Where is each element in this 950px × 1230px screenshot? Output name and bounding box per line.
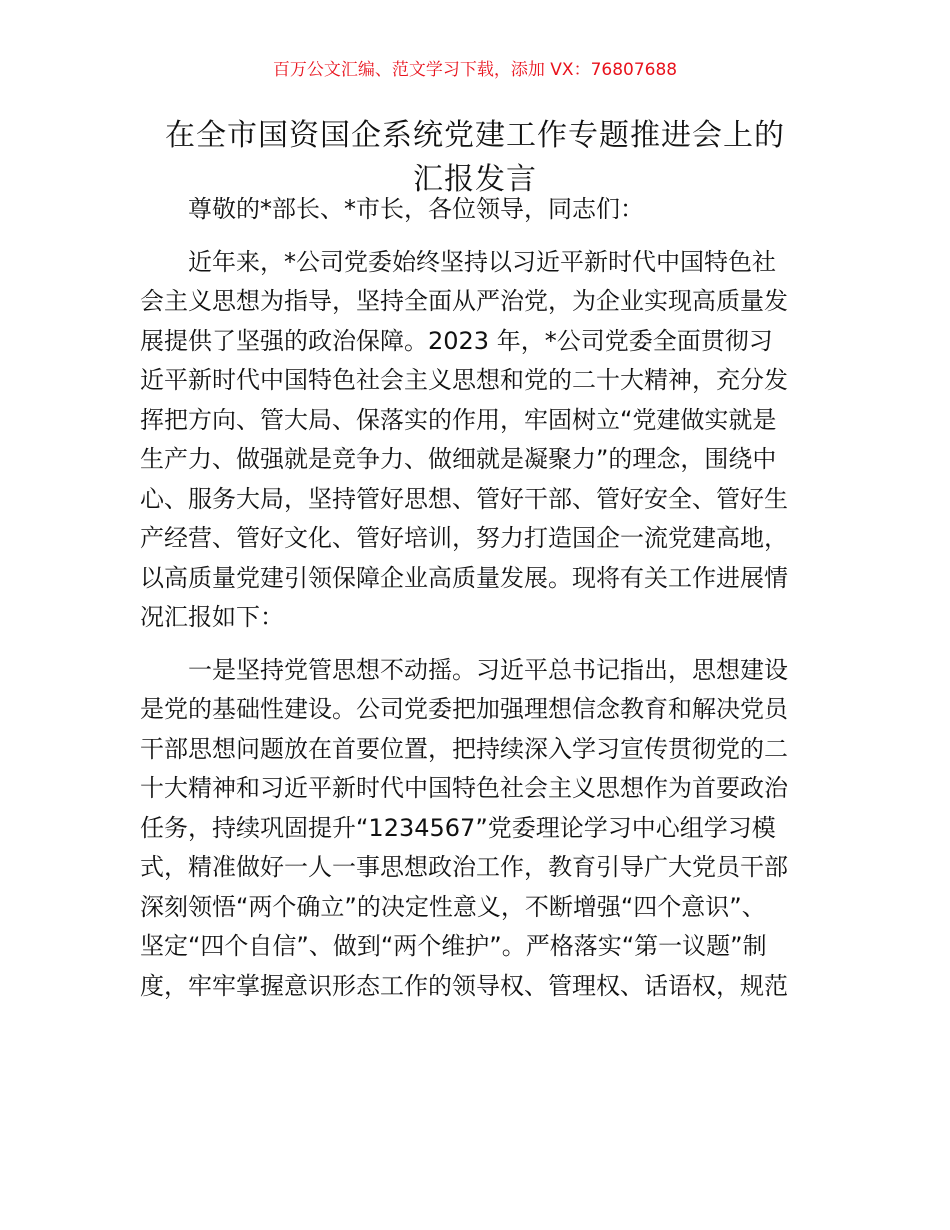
paragraph-line: 干部思想问题放在首要位置，把持续深入学习宣传贯彻党的二 [140, 734, 788, 763]
paragraph-line: 任务，持续巩固提升“1234567”党委理论学习中心组学习模 [140, 813, 776, 842]
document-title [100, 114, 850, 202]
paragraph-line: 近年来，*公司党委始终坚持以习近平新时代中国特色社 [188, 247, 776, 276]
paragraph-line: 以高质量党建引领保障企业高质量发展。现将有关工作进展情 [140, 563, 788, 592]
paragraph-line: 近平新时代中国特色社会主义思想和党的二十大精神，充分发 [140, 366, 788, 394]
watermark-banner: 百万公文汇编、范文学习下载，添加 VX：76807688 [272, 60, 678, 80]
paragraph-line: 十大精神和习近平新时代中国特色社会主义思想作为首要政治 [140, 774, 788, 802]
paragraph-line: 一是坚持党管思想不动摇。习近平总书记指出，思想建设 [188, 655, 788, 684]
paragraph-line: 挥把方向、管大局、保落实的作用，牢固树立“党建做实就是 [140, 405, 777, 434]
paragraph-line: 深刻领悟“两个确立”的决定性意义，不断增强“四个意识”、 [140, 892, 766, 921]
paragraph-line: 会主义思想为指导，坚持全面从严治党，为企业实现高质量发 [140, 287, 788, 315]
document-body [140, 190, 812, 1006]
paragraph-line: 生产力、做强就是竞争力、做细就是凝聚力”的理念，围绕中 [140, 445, 777, 473]
paragraph-2 [140, 651, 812, 1007]
paragraph-line: 是党的基础性建设。公司党委把加强理想信念教育和解决党员 [140, 695, 788, 723]
title-line: 汇报发言 [413, 162, 537, 197]
paragraph-line: 心、服务大局，坚持管好思想、管好干部、管好安全、管好生 [140, 484, 788, 513]
paragraph-line: 况汇报如下： [140, 603, 284, 631]
paragraph-line: 产经营、管好文化、管好培训，努力打造国企一流党建高地， [140, 524, 788, 552]
paragraph-line: 式，精准做好一人一事思想政治工作，教育引导广大党员干部 [140, 853, 788, 881]
salutation: 尊敬的*部长、*市长，各位领导，同志们： [188, 195, 644, 223]
paragraph-line: 度，牢牢掌握意识形态工作的领导权、管理权、话语权，规范 [140, 971, 788, 1000]
paragraph-line: 坚定“四个自信”、做到“两个维护”。严格落实“第一议题”制 [140, 932, 767, 960]
paragraph-line: 展提供了坚强的政治保障。2023 年，*公司党委全面贯彻习 [140, 326, 773, 355]
title-line: 在全市国资国企系统党建工作专题推进会上的 [165, 118, 785, 153]
paragraph-1 [140, 243, 812, 638]
